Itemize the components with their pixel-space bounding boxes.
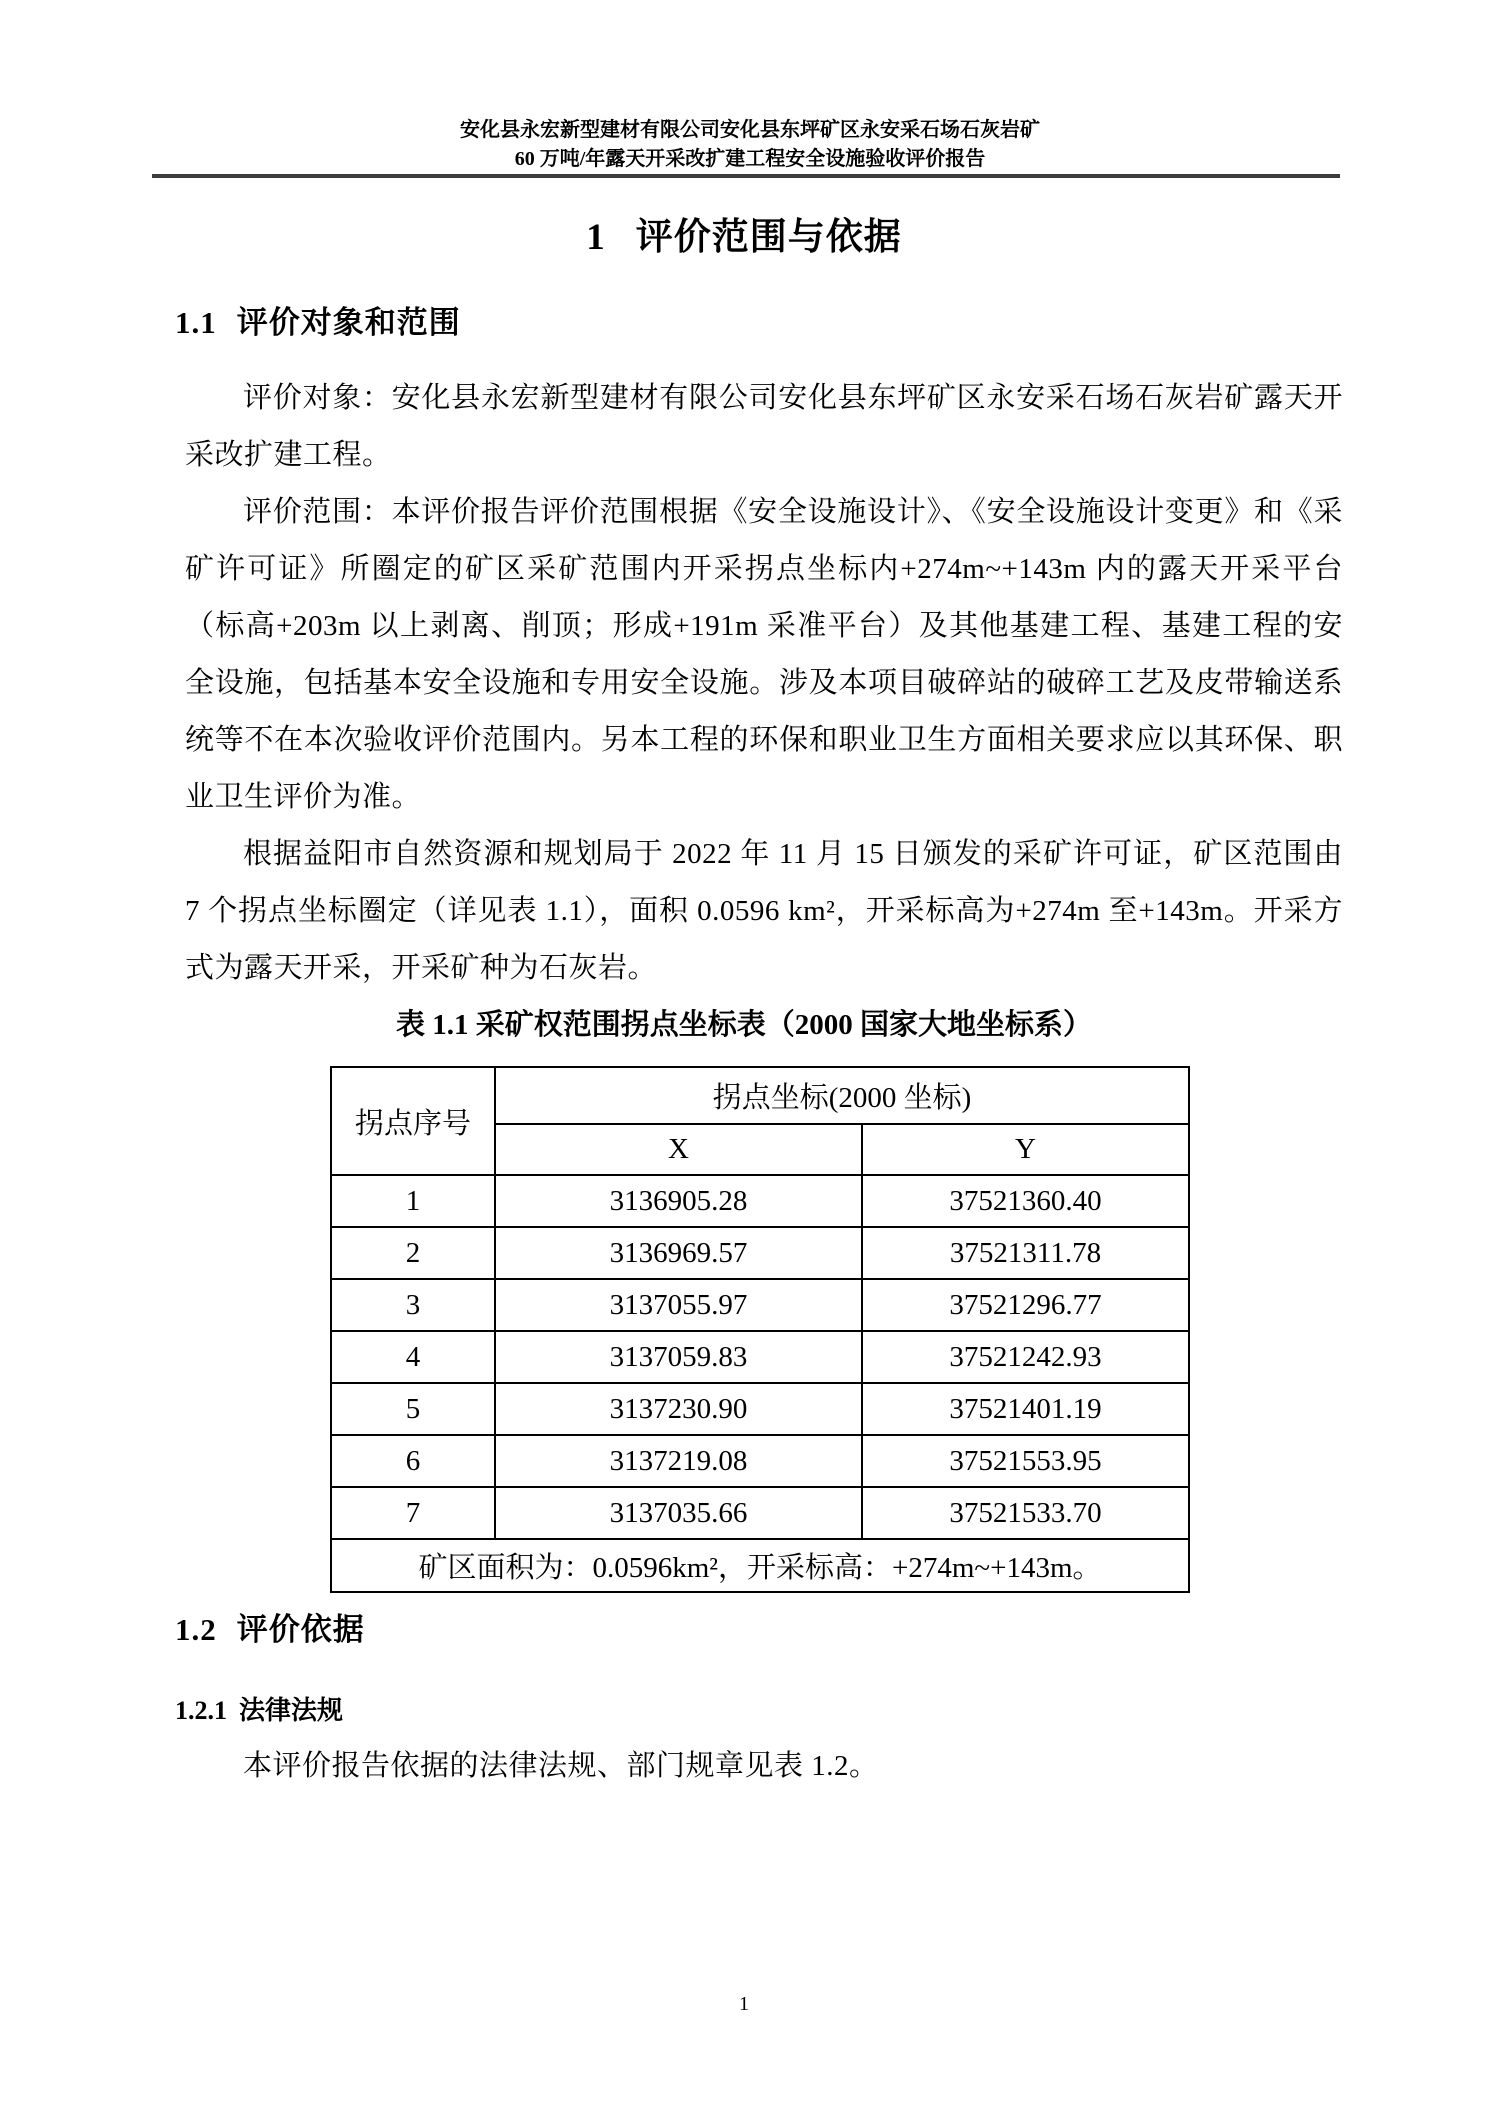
cell-x: 3137219.08 xyxy=(495,1435,862,1487)
paragraph-mining-license: 根据益阳市自然资源和规划局于 2022 年 11 月 15 日颁发的采矿许可证，矿区范围由 7 个拐点坐标圈定（详见表 1.1），面积 0.0596 km²，开采标高为+274m 至+143m。开采方式为露天开采，开采矿种为石灰岩。 xyxy=(185,838,1343,984)
table-row xyxy=(331,1383,1189,1435)
header-cell-point-no: 拐点序号 xyxy=(331,1067,495,1175)
cell-y: 37521296.77 xyxy=(862,1279,1189,1331)
cell-y: 37521360.40 xyxy=(862,1175,1189,1227)
section-1-1-body xyxy=(185,370,1343,997)
table-row xyxy=(331,1227,1189,1279)
cell-y: 37521401.19 xyxy=(862,1383,1189,1435)
section-heading-1-1 xyxy=(175,306,461,340)
cell-x: 3137059.83 xyxy=(495,1331,862,1383)
table-1-1-caption: 表 1.1 采矿权范围拐点坐标表（2000 国家大地坐标系） xyxy=(395,1009,1092,1041)
section-title-1-2: 评价依据 xyxy=(236,1612,365,1647)
cell-y: 37521533.70 xyxy=(862,1487,1189,1539)
table-row xyxy=(331,1279,1189,1331)
section-title-1-2-1: 法律法规 xyxy=(239,1695,344,1725)
section-number-1-2-1: 1.2.1 xyxy=(175,1696,227,1725)
table-footer-note: 矿区面积为：0.0596km²，开采标高：+274m~+143m。 xyxy=(331,1539,1189,1592)
cell-point-no: 3 xyxy=(331,1279,495,1331)
cell-x: 3137035.66 xyxy=(495,1487,862,1539)
header-cell-y: Y xyxy=(862,1124,1189,1175)
cell-point-no: 4 xyxy=(331,1331,495,1383)
page-number: 1 xyxy=(739,1993,749,2015)
section-number-1-2: 1.2 xyxy=(175,1612,217,1647)
header-cell-coords: 拐点坐标(2000 坐标) xyxy=(495,1067,1189,1124)
header-line-2: 60 万吨/年露天开采改扩建工程安全设施验收评价报告 xyxy=(514,148,986,170)
cell-point-no: 5 xyxy=(331,1383,495,1435)
table-row xyxy=(331,1435,1189,1487)
paragraph-evaluation-scope: 评价范围：本评价报告评价范围根据《安全设施设计》、《安全设施设计变更》和《采矿许可证》所圈定的矿区采矿范围内开采拐点坐标内+274m~+143m 内的露天开采平台（标高+203m 以上剥离、削顶；形成+191m 采准平台）及其他基建工程、基建工程的安全设施，包括基本安全设施和专用安全设施。涉及本项目破碎站的破碎工艺及皮带输送系统等不在本次验收评价范围内。另本工程的环保和职业卫生方面相关要求应以其环保、职业卫生评价为准。 xyxy=(185,496,1343,813)
chapter-title xyxy=(0,216,1488,259)
cell-x: 3136905.28 xyxy=(495,1175,862,1227)
section-number-1-1: 1.1 xyxy=(175,305,217,340)
header-cell-x: X xyxy=(495,1124,862,1175)
cell-point-no: 6 xyxy=(331,1435,495,1487)
cell-y: 37521311.78 xyxy=(862,1227,1189,1279)
paragraph-evaluation-object: 评价对象：安化县永宏新型建材有限公司安化县东坪矿区永安采石场石灰岩矿露天开采改扩建工程。 xyxy=(185,382,1343,471)
table-row xyxy=(331,1331,1189,1383)
cell-point-no: 7 xyxy=(331,1487,495,1539)
cell-x: 3137230.90 xyxy=(495,1383,862,1435)
cell-x: 3137055.97 xyxy=(495,1279,862,1331)
header-line-1: 安化县永宏新型建材有限公司安化县东坪矿区永安采石场石灰岩矿 xyxy=(460,119,1040,141)
page-header xyxy=(160,116,1340,174)
header-rule xyxy=(152,174,1340,178)
section-title-1-1: 评价对象和范围 xyxy=(236,305,461,340)
table-header-row-1 xyxy=(331,1067,1189,1124)
corner-coordinates-table xyxy=(330,1066,1190,1593)
section-1-2-1-body xyxy=(185,1738,1343,1795)
cell-y: 37521242.93 xyxy=(862,1331,1189,1383)
cell-y: 37521553.95 xyxy=(862,1435,1189,1487)
table-row xyxy=(331,1175,1189,1227)
chapter-number: 1 xyxy=(586,217,606,258)
cell-x: 3136969.57 xyxy=(495,1227,862,1279)
cell-point-no: 2 xyxy=(331,1227,495,1279)
cell-point-no: 1 xyxy=(331,1175,495,1227)
table-row xyxy=(331,1487,1189,1539)
table-footer-row xyxy=(331,1539,1189,1592)
section-heading-1-2-1 xyxy=(175,1695,343,1726)
paragraph-legal-basis: 本评价报告依据的法律法规、部门规章见表 1.2。 xyxy=(243,1750,879,1782)
chapter-title-text: 评价范围与依据 xyxy=(635,216,902,257)
section-heading-1-2 xyxy=(175,1613,365,1647)
